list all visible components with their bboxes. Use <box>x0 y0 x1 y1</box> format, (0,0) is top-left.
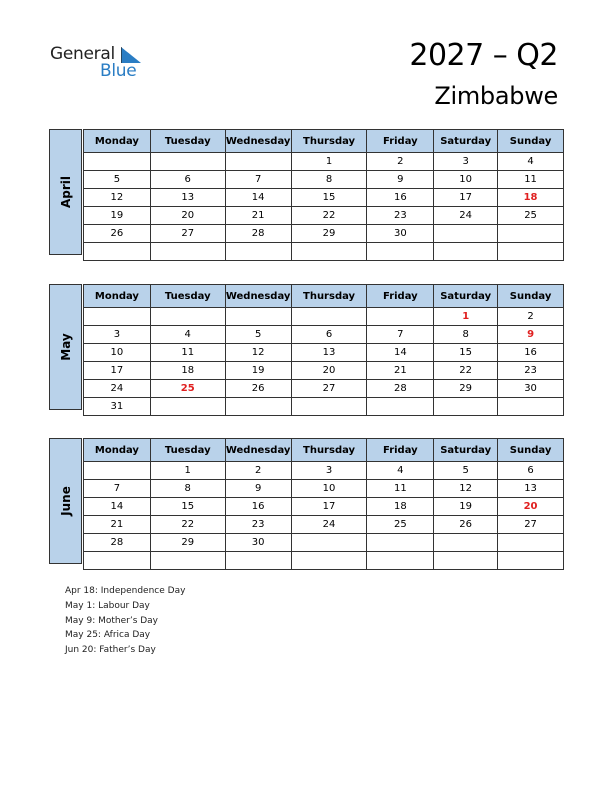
day-cell <box>84 153 151 171</box>
day-cell <box>434 243 498 261</box>
week-row <box>84 171 564 189</box>
day-cell: 10 <box>84 344 151 362</box>
day-cell: 29 <box>434 380 498 398</box>
day-cell: 13 <box>150 189 225 207</box>
day-cell: 25 <box>367 516 434 534</box>
day-cell: 2 <box>225 462 291 480</box>
week-row <box>84 362 564 380</box>
weekday-header: Tuesday <box>150 130 225 153</box>
week-row <box>84 552 564 570</box>
holiday-note: May 25: Africa Day <box>65 630 151 641</box>
day-cell: 30 <box>498 380 564 398</box>
day-cell: 6 <box>291 326 367 344</box>
month-label <box>49 284 82 410</box>
day-cell <box>150 398 225 416</box>
day-cell: 14 <box>367 344 434 362</box>
weekday-header: Monday <box>84 439 151 462</box>
day-cell: 27 <box>150 225 225 243</box>
week-row <box>84 516 564 534</box>
day-cell <box>291 552 367 570</box>
holiday-note: May 1: Labour Day <box>65 600 150 611</box>
week-row <box>84 326 564 344</box>
day-cell: 9 <box>367 171 434 189</box>
day-cell: 27 <box>291 380 367 398</box>
day-cell: 7 <box>84 480 151 498</box>
day-cell <box>498 243 564 261</box>
day-cell: 24 <box>84 380 151 398</box>
day-cell: 13 <box>291 344 367 362</box>
logo-word-general: General <box>50 44 115 64</box>
day-cell: 18 <box>498 189 564 207</box>
weekday-header: Saturday <box>434 130 498 153</box>
day-cell: 13 <box>498 480 564 498</box>
day-cell <box>498 552 564 570</box>
day-cell: 23 <box>367 207 434 225</box>
weekday-header: Monday <box>84 130 151 153</box>
day-cell: 31 <box>84 398 151 416</box>
day-cell: 15 <box>291 189 367 207</box>
day-cell: 19 <box>434 498 498 516</box>
day-cell <box>291 398 367 416</box>
month-calendar-0 <box>49 129 564 255</box>
day-cell: 17 <box>434 189 498 207</box>
day-cell: 4 <box>498 153 564 171</box>
week-row <box>84 243 564 261</box>
month-calendar-1 <box>49 284 564 410</box>
day-cell: 3 <box>291 462 367 480</box>
day-cell <box>498 398 564 416</box>
day-cell <box>225 153 291 171</box>
day-cell: 15 <box>150 498 225 516</box>
month-name: May <box>58 333 73 361</box>
day-cell: 5 <box>225 326 291 344</box>
day-cell: 5 <box>434 462 498 480</box>
day-cell: 21 <box>367 362 434 380</box>
day-cell: 24 <box>291 516 367 534</box>
day-cell <box>367 308 434 326</box>
day-cell: 29 <box>150 534 225 552</box>
day-cell: 6 <box>150 171 225 189</box>
day-cell <box>150 552 225 570</box>
weekday-header: Wednesday <box>225 285 291 308</box>
day-cell: 20 <box>498 498 564 516</box>
month-label <box>49 438 82 564</box>
week-row <box>84 153 564 171</box>
day-cell: 3 <box>434 153 498 171</box>
day-cell: 23 <box>225 516 291 534</box>
day-cell: 1 <box>291 153 367 171</box>
day-cell: 26 <box>84 225 151 243</box>
day-cell: 28 <box>367 380 434 398</box>
day-cell <box>367 534 434 552</box>
weekday-header: Wednesday <box>225 130 291 153</box>
day-cell: 2 <box>367 153 434 171</box>
day-cell <box>434 552 498 570</box>
day-cell <box>434 225 498 243</box>
weekday-header: Tuesday <box>150 439 225 462</box>
day-cell: 14 <box>225 189 291 207</box>
day-cell <box>291 534 367 552</box>
weekday-header: Sunday <box>498 130 564 153</box>
logo <box>50 44 160 84</box>
day-cell <box>291 243 367 261</box>
day-cell <box>367 552 434 570</box>
day-cell: 6 <box>498 462 564 480</box>
day-cell: 5 <box>84 171 151 189</box>
day-cell: 25 <box>498 207 564 225</box>
day-cell <box>498 534 564 552</box>
day-cell: 28 <box>225 225 291 243</box>
day-cell: 20 <box>150 207 225 225</box>
day-cell <box>225 243 291 261</box>
weekday-header: Saturday <box>434 285 498 308</box>
day-cell <box>225 552 291 570</box>
day-cell: 26 <box>225 380 291 398</box>
day-cell: 22 <box>434 362 498 380</box>
day-cell: 11 <box>150 344 225 362</box>
day-cell <box>291 308 367 326</box>
month-table <box>83 284 564 416</box>
holiday-note: Apr 18: Independence Day <box>65 586 186 596</box>
day-cell: 20 <box>291 362 367 380</box>
day-cell <box>150 308 225 326</box>
weekday-header: Friday <box>367 439 434 462</box>
weekday-header: Sunday <box>498 285 564 308</box>
day-cell: 15 <box>434 344 498 362</box>
day-cell: 19 <box>84 207 151 225</box>
country-title: Zimbabwe <box>434 82 558 110</box>
day-cell: 12 <box>225 344 291 362</box>
month-calendar-2 <box>49 438 564 564</box>
day-cell: 3 <box>84 326 151 344</box>
weekday-header: Tuesday <box>150 285 225 308</box>
weekday-header: Sunday <box>498 439 564 462</box>
day-cell: 10 <box>434 171 498 189</box>
day-cell: 8 <box>291 171 367 189</box>
day-cell: 8 <box>150 480 225 498</box>
day-cell: 30 <box>225 534 291 552</box>
day-cell: 12 <box>84 189 151 207</box>
holiday-notes <box>65 584 185 658</box>
day-cell: 18 <box>150 362 225 380</box>
day-cell: 22 <box>291 207 367 225</box>
day-cell: 12 <box>434 480 498 498</box>
month-table <box>83 438 564 570</box>
day-cell: 9 <box>498 326 564 344</box>
day-cell: 10 <box>291 480 367 498</box>
day-cell: 11 <box>498 171 564 189</box>
day-cell: 9 <box>225 480 291 498</box>
day-cell: 14 <box>84 498 151 516</box>
day-cell: 30 <box>367 225 434 243</box>
day-cell: 26 <box>434 516 498 534</box>
week-row <box>84 380 564 398</box>
week-row <box>84 398 564 416</box>
month-name: April <box>58 175 73 209</box>
day-cell: 1 <box>150 462 225 480</box>
holiday-note: Jun 20: Father’s Day <box>65 645 156 656</box>
day-cell <box>84 308 151 326</box>
holiday-note: May 9: Mother’s Day <box>65 615 159 626</box>
day-cell: 19 <box>225 362 291 380</box>
day-cell: 25 <box>150 380 225 398</box>
week-row <box>84 498 564 516</box>
logo-word-blue: Blue <box>100 61 137 81</box>
weekday-header: Thursday <box>291 130 367 153</box>
day-cell: 16 <box>498 344 564 362</box>
day-cell <box>150 243 225 261</box>
week-row <box>84 462 564 480</box>
day-cell: 8 <box>434 326 498 344</box>
weekday-header: Thursday <box>291 285 367 308</box>
page-title: 2027 – Q2 <box>409 38 558 73</box>
day-cell: 17 <box>84 362 151 380</box>
day-cell <box>434 398 498 416</box>
day-cell: 16 <box>225 498 291 516</box>
day-cell <box>367 398 434 416</box>
day-cell: 4 <box>367 462 434 480</box>
day-cell: 18 <box>367 498 434 516</box>
week-row <box>84 207 564 225</box>
week-row <box>84 344 564 362</box>
day-cell <box>498 225 564 243</box>
day-cell <box>225 308 291 326</box>
week-row <box>84 308 564 326</box>
day-cell: 29 <box>291 225 367 243</box>
weekday-header: Friday <box>367 130 434 153</box>
day-cell: 7 <box>367 326 434 344</box>
day-cell: 21 <box>84 516 151 534</box>
day-cell: 24 <box>434 207 498 225</box>
day-cell <box>150 153 225 171</box>
day-cell: 7 <box>225 171 291 189</box>
day-cell <box>84 462 151 480</box>
day-cell: 17 <box>291 498 367 516</box>
month-label <box>49 129 82 255</box>
weekday-header: Friday <box>367 285 434 308</box>
day-cell <box>434 534 498 552</box>
month-table <box>83 129 564 261</box>
day-cell: 27 <box>498 516 564 534</box>
day-cell: 16 <box>367 189 434 207</box>
day-cell <box>84 552 151 570</box>
weekday-header: Thursday <box>291 439 367 462</box>
weekday-header: Monday <box>84 285 151 308</box>
day-cell: 1 <box>434 308 498 326</box>
weekday-header: Saturday <box>434 439 498 462</box>
day-cell: 21 <box>225 207 291 225</box>
day-cell: 23 <box>498 362 564 380</box>
week-row <box>84 480 564 498</box>
week-row <box>84 189 564 207</box>
day-cell <box>225 398 291 416</box>
day-cell <box>367 243 434 261</box>
day-cell: 11 <box>367 480 434 498</box>
day-cell <box>84 243 151 261</box>
weekday-header: Wednesday <box>225 439 291 462</box>
day-cell: 28 <box>84 534 151 552</box>
week-row <box>84 225 564 243</box>
day-cell: 4 <box>150 326 225 344</box>
day-cell: 2 <box>498 308 564 326</box>
week-row <box>84 534 564 552</box>
day-cell: 22 <box>150 516 225 534</box>
month-name: June <box>58 486 73 516</box>
